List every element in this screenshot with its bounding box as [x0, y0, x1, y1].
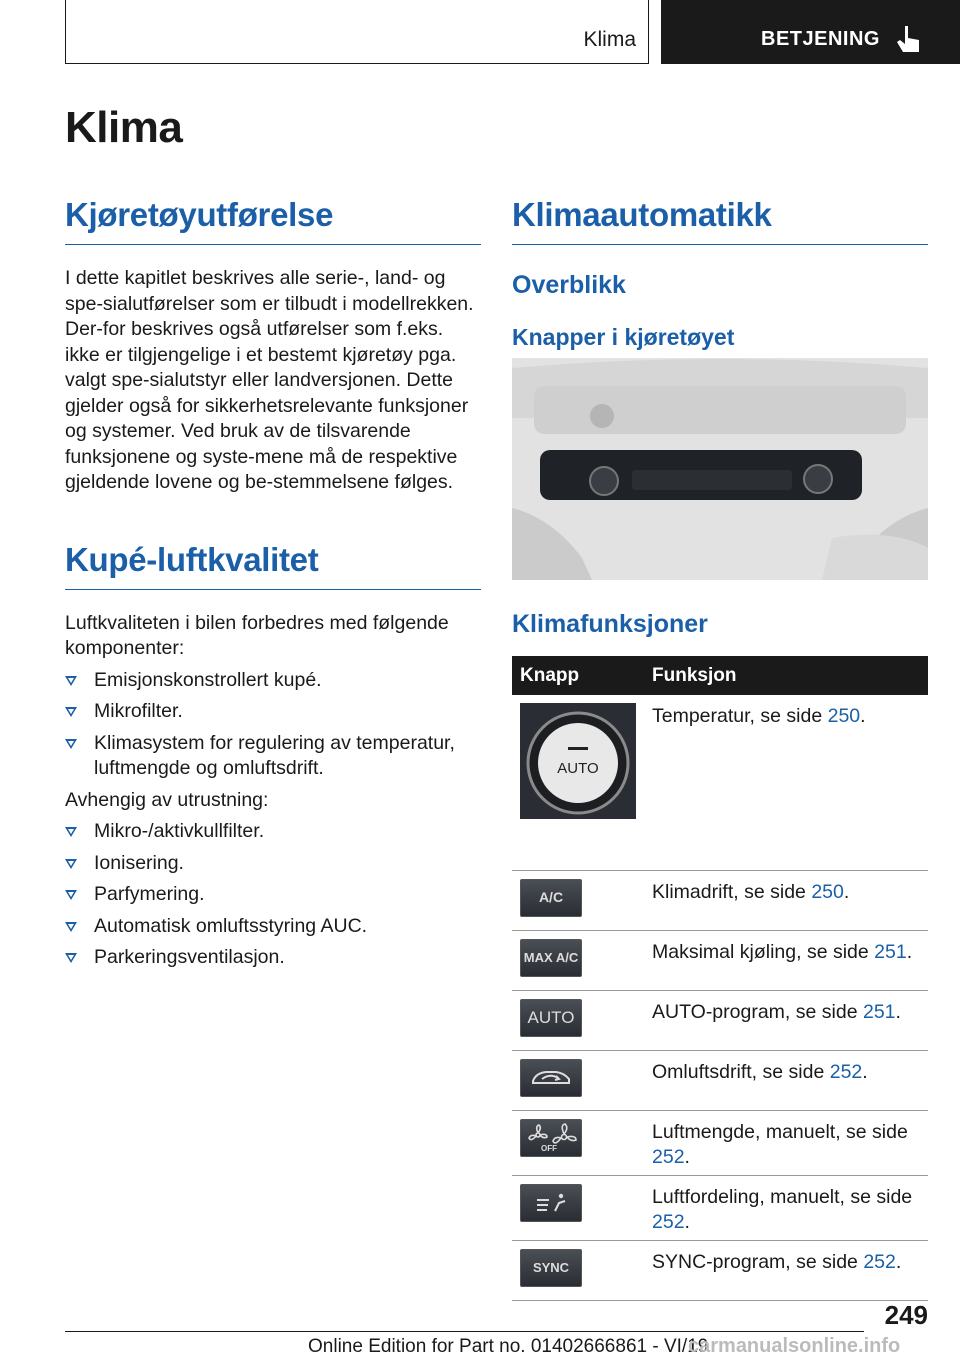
list-item: Automatisk omluftsstyring AUC. [65, 914, 481, 940]
ac-button-icon: A/C [520, 879, 582, 917]
recirculation-button-icon [520, 1059, 582, 1097]
air-distribution-icon [533, 1191, 569, 1215]
equipment-intro: Avhengig av utrustning: [65, 788, 269, 811]
bullet-triangle-icon [65, 922, 77, 932]
function-text: Maksimal kjøling, se side 251. [644, 930, 928, 990]
list-item: Klimasystem for regulering av temperatur, luftmengde og omluftsdrift. [65, 731, 481, 782]
function-text: SYNC-program, se side 252. [644, 1240, 928, 1300]
heading-buttons-in-vehicle: Knapper i kjøretøyet [512, 324, 735, 350]
page-link[interactable]: 250 [827, 705, 861, 727]
page-link[interactable]: 252 [863, 1250, 896, 1273]
table-row [512, 1110, 928, 1175]
page-title: Klima [65, 103, 183, 152]
page-link[interactable]: 250 [811, 880, 844, 903]
svg-text:AUTO: AUTO [557, 760, 599, 777]
header-chapter-title: BETJENING [761, 28, 880, 50]
heading-automatic-climate: Klimaautomatikk [512, 196, 928, 245]
page-number: 249 [884, 1300, 928, 1330]
page-link[interactable]: 252 [652, 1145, 685, 1168]
temperature-knob-icon [520, 703, 636, 819]
heading-vehicle-version: Kjøretøyutførelse [65, 196, 481, 245]
function-text: Temperatur, se side 250. [644, 695, 928, 870]
pointing-hand-icon [895, 24, 921, 54]
table-row [512, 1240, 928, 1300]
bullet-triangle-icon [65, 953, 77, 963]
page-link[interactable]: 252 [652, 1210, 685, 1233]
table-row [512, 870, 928, 930]
function-text: AUTO-program, se side 251. [644, 990, 928, 1050]
table-row [512, 930, 928, 990]
page-link[interactable]: 251 [862, 1000, 896, 1023]
vehicle-version-text: I dette kapitlet beskrives alle serie-, land- og spe-sialutførelser som er tilbudt i modellrekken. Der-for beskrives også utførelser som f.eks. ikke er tilgjengelige i et bestemt kjøretøy pga. valgt spe-sialutstyr eller landversjonen. Dette gjelder også for sikkerhetsrelevante funksjoner og systemer. Ved bruk av de tilsvarende funksjonene og syste-mene må de respektive gjeldende lovene og be-stemmelsene følges. [65, 267, 474, 493]
bullet-triangle-icon [65, 739, 77, 749]
bullet-triangle-icon [65, 827, 77, 837]
table-row [512, 990, 928, 1050]
bullet-triangle-icon [65, 707, 77, 717]
function-text: Omluftsdrift, se side 252. [644, 1050, 928, 1110]
footer-divider [65, 1331, 864, 1332]
function-text: Klimadrift, se side 250. [644, 870, 928, 930]
function-text: Luftfordeling, manuelt, se side 252. [644, 1175, 928, 1240]
footer-edition-text: Online Edition for Part no. 01402666861 - VI/19 [308, 1336, 709, 1357]
car-recirculation-icon [530, 1067, 572, 1089]
page-link[interactable]: 252 [829, 1060, 863, 1083]
list-item: Ionisering. [65, 851, 481, 877]
bullet-triangle-icon [65, 859, 77, 869]
air-distribution-button-icon [520, 1184, 582, 1222]
auto-button-icon: AUTO [520, 999, 582, 1037]
equipment-list [65, 819, 481, 971]
page-link[interactable]: 251 [874, 940, 907, 963]
table-row [512, 695, 928, 870]
max-ac-button-icon: MAX A/C [520, 939, 582, 977]
left-column [65, 196, 481, 977]
header-chapter-tab [661, 0, 960, 64]
header-section-box [65, 0, 649, 64]
list-item: Parkeringsventilasjon. [65, 945, 481, 971]
fan-icon [525, 1123, 577, 1153]
sync-button-icon: SYNC [520, 1249, 582, 1287]
list-item: Emisjonskonstrollert kupé. [65, 668, 481, 694]
bullet-triangle-icon [65, 890, 77, 900]
air-quality-list [65, 668, 481, 782]
list-item: Mikro-/aktivkullfilter. [65, 819, 481, 845]
table-row [512, 1175, 928, 1240]
fan-button-icon [520, 1119, 582, 1157]
bullet-triangle-icon [65, 676, 77, 686]
climate-functions-table [512, 656, 928, 1301]
heading-overview: Overblikk [512, 271, 626, 299]
column-header-button: Knapp [512, 656, 644, 695]
air-quality-intro: Luftkvaliteten i bilen forbedres med følgende komponenter: [65, 611, 449, 659]
watermark-text: carmanualsonline.info [688, 1335, 901, 1357]
svg-text:OFF: OFF [541, 1143, 557, 1153]
heading-cabin-air-quality: Kupé-luftkvalitet [65, 541, 481, 590]
table-row [512, 1050, 928, 1110]
header-section-title: Klima [583, 28, 636, 51]
list-item: Mikrofilter. [65, 699, 481, 725]
column-header-function: Funksjon [644, 656, 928, 695]
right-column [512, 196, 928, 351]
function-text: Luftmengde, manuelt, se side 252. [644, 1110, 928, 1175]
list-item: Parfymering. [65, 882, 481, 908]
table-header-row [512, 656, 928, 695]
climate-control-panel-photo [512, 358, 928, 580]
heading-climate-functions: Klimafunksjoner [512, 610, 708, 638]
